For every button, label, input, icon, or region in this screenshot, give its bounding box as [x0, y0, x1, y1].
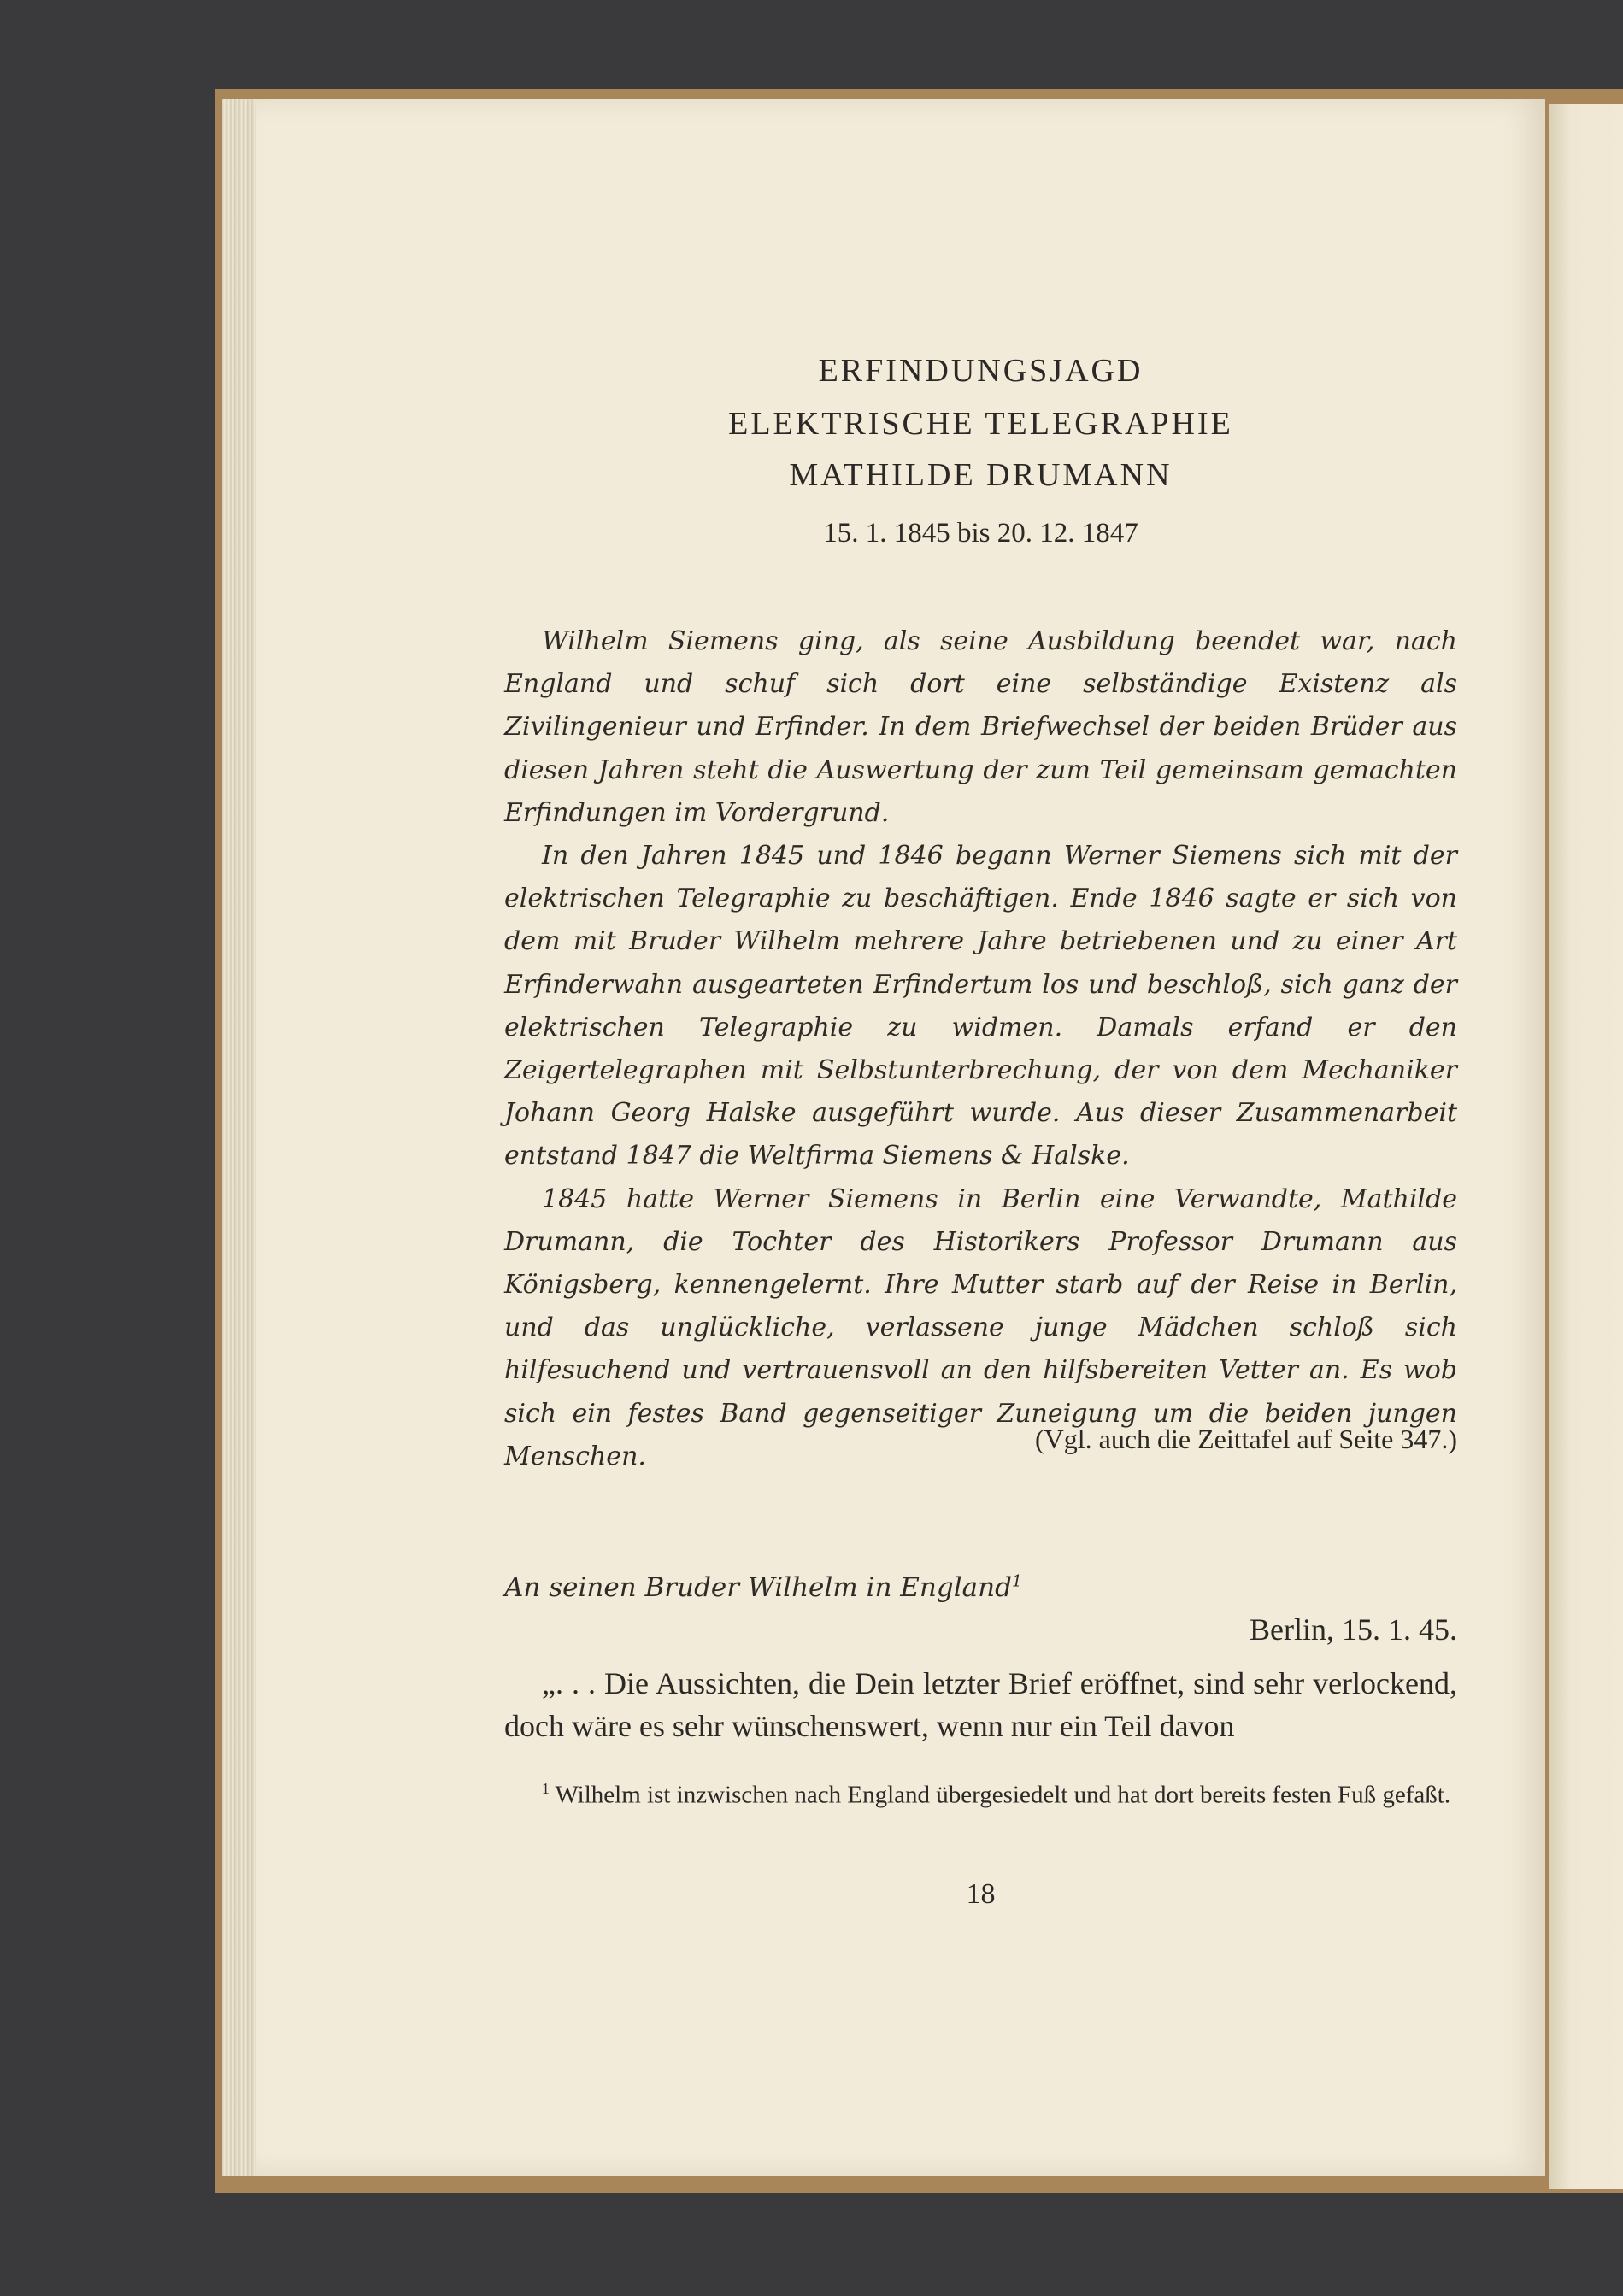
- letter-paragraph: „. . . Die Aussichten, die Dein letzter Brief eröffnet, sind sehr verlockend, doch wäre es sehr wünschenswert, wenn nur ein Teil davon: [504, 1666, 1457, 1743]
- page-number: 18: [966, 1878, 996, 1910]
- page-content: [504, 0, 1457, 2296]
- facing-page-edge: [1549, 104, 1623, 2189]
- chapter-dates: 15. 1. 1845 bis 20. 12. 1847: [823, 518, 1138, 549]
- intro-paragraph: 1845 hatte Werner Siemens in Berlin eine Verwandte, Mathilde Drumann, die Tochter des Historikers Professor Drumann aus Königsberg, kennengelernt. Ihre Mutter starb auf der Reise in Berlin, und das unglückliche, verlassene junge Mädchen schloß sich hilfesuchend und vertrauensvoll an den hilfsbereiten Vetter an. Es wob sich ein festes Band gegenseitiger Zuneigung um die beiden jungen Menschen.: [504, 1183, 1457, 1471]
- footnote-paragraph: [504, 1770, 1457, 1813]
- footnote-text: Wilhelm ist inzwischen nach England übergesiedelt und hat dort bereits festen Fuß gefaßt.: [555, 1781, 1451, 1809]
- letter-heading-text: An seinen Bruder Wilhelm in England: [504, 1572, 1012, 1603]
- footnote-number: 1: [542, 1780, 550, 1797]
- chapter-title-line-1: ERFINDUNGSJAGD: [818, 353, 1144, 389]
- chapter-title-line-2: ELEKTRISCHE TELEGRAPHIE: [728, 406, 1233, 442]
- letter-place-date: Berlin, 15. 1. 45.: [1250, 1612, 1457, 1647]
- footnote: [504, 1770, 1457, 1813]
- intro-paragraph: In den Jahren 1845 und 1846 begann Werner Siemens sich mit der elektrischen Telegraphie zu beschäftigen. Ende 1846 sagte er sich von dem mit Bruder Wilhelm mehrere Jahre betriebenen und zu einer Art Erfinderwahn ausgearteten Erfindertum los und beschloß, sich ganz der elektrischen Telegraphie zu widmen. Damals erfand er den Zeigertelegraphen mit Selbstunterbrechung, der von dem Mechaniker Johann Georg Halske ausgeführt wurde. Aus dieser Zusammenarbeit entstand 1847 die Weltfirma Siemens & Halske.: [504, 841, 1457, 1171]
- letter-body: [504, 1662, 1457, 1747]
- footnote-marker: 1: [1011, 1572, 1022, 1591]
- reference-note: (Vgl. auch die Zeittafel auf Seite 347.): [1034, 1424, 1457, 1454]
- letter-heading: [504, 1572, 1457, 1603]
- intro-paragraph: Wilhelm Siemens ging, als seine Ausbildung beendet war, nach England und schuf sich dort eine selbständige Existenz als Zivilingenieur und Erfinder. In dem Briefwechsel der beiden Brüder aus diesen Jahren steht die Auswertung der zum Teil gemeinsam gemachten Erfindungen im Vordergrund.: [504, 626, 1457, 828]
- chapter-title-line-3: MATHILDE DRUMANN: [789, 457, 1173, 493]
- chapter-introduction: [504, 620, 1457, 1478]
